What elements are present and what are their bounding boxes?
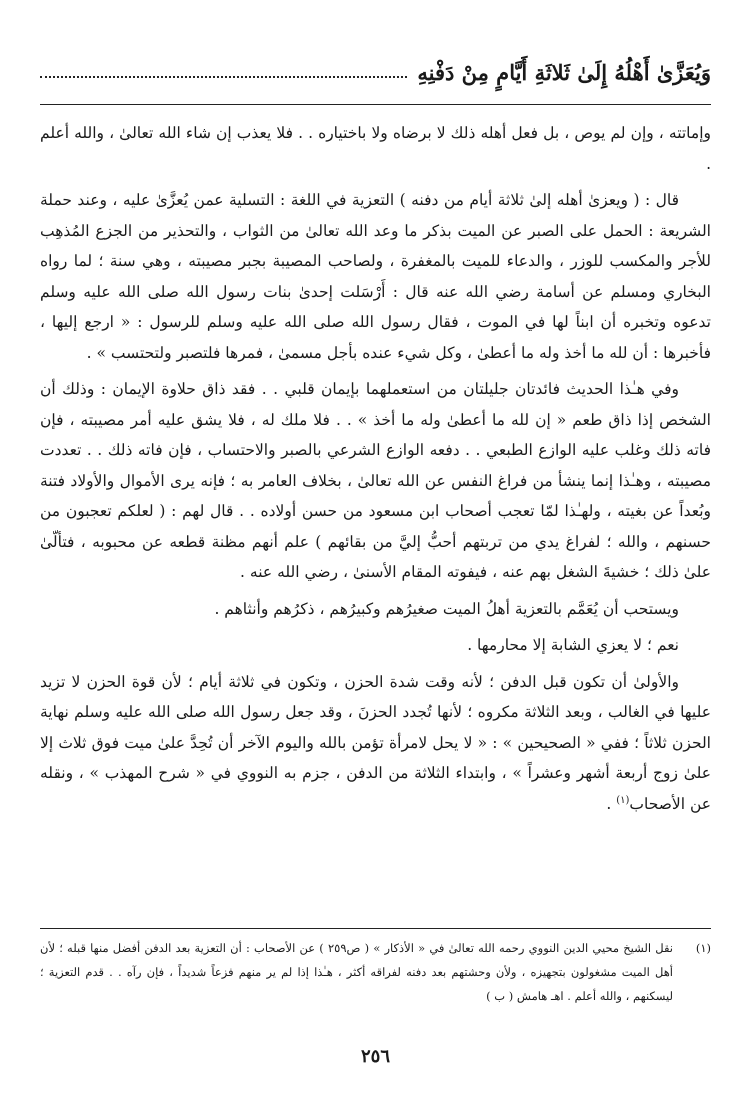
paragraph-6-tail: . [606, 794, 617, 813]
footnote-text: نقل الشيخ محيي الدين النووي رحمه الله تعالىٰ في « الأذكار » ( ص٢٥٩ ) عن الأصحاب : أن التعزية بعد الدفن أفضل منها قبله ؛ لأن أهل الميت مشغولون بتجهيزه ، ولأن وحشتهم بعد دفنه لفراقه أكثر ، هـٰذا إذا لم ير منهم فزعاً شديداً ، فإن رآه . . قدم التعزية ؛ ليسكنهم ، والله أعلم . اهـ هامش ( ب ) [40, 941, 673, 1003]
paragraph-6-text: والأولىٰ أن تكون قبل الدفن ؛ لأنه وقت شدة الحزن ، وتكون في ثلاثة أيام ؛ لأن قوة الحزن لا تزيد عليها في الغالب ، وبعد الثلاثة مكروه ؛ لأنها تُجدد الحزنَ ، وقد جعل رسول الله صلى الله عليه وسلم نهاية الحزن ثلاثاً ؛ ففي « الصحيحين » : « لا يحل لامرأة تؤمن بالله واليوم الآخر أن تُحِدَّ علىٰ ميت فوق ثلاث إلا علىٰ زوج أربعة أشهر وعشراً » ، وابتداء الثلاثة من الدفن ، جزم به النووي في « شرح المهذب » ، ونقله عن الأصحاب [40, 672, 711, 813]
paragraph-4: ويستحب أن يُعَمَّم بالتعزية أهلُ الميت صغيرُهم وكبيرُهم ، ذكرُهم وأنثاهم . [214, 599, 679, 618]
running-header-title: وَيُعَزَّىٰ أَهْلُهُ إِلَىٰ ثَلاثَةِ أَيَّامٍ مِنْ دَفْنِهِ [417, 59, 711, 85]
header-divider [40, 104, 711, 105]
running-header [40, 50, 711, 94]
footnote-marker: (١) [695, 941, 711, 955]
page-number: ٢٥٦ [360, 1046, 390, 1067]
paragraph-5: نعم ؛ لا يعزي الشابة إلا محارمها . [467, 636, 679, 654]
paragraph-1: وإماتته ، وإن لم يوص ، بل فعل أهله ذلك لا برضاه ولا باختياره . . فلا يعذب إن شاء الله تعالىٰ ، والله أعلم . [40, 124, 711, 173]
main-text [40, 118, 711, 825]
paragraph-2: قال : ( ويعزىٰ أهله إلىٰ ثلاثة أيام من دفنه ) التعزية في اللغة : التسلية عمن يُعزَّىٰ عليه ، وعند حملة الشريعة : الحمل على الصبر عن الميت بذكر ما وعد الله تعالىٰ من الثواب ، والتحذير من الجزع المُذهِب للأجر والمكسب للوزر ، والدعاء للميت بالمغفرة ، ولصاحب المصيبة بجبر مصيبته ، وهي سنة ؛ لما رواه البخاري ومسلم عن أسامة رضي الله عنه قال : أَرْسَلت إحدىٰ بنات رسول الله صلى الله عليه وسلم تدعوه وتخبره أن ابناً لها في الموت ، فقال رسول الله صلى الله عليه وسلم للرسول : « ارجع إليها ، فأخبرها : أن لله ما أخذ وله ما أعطىٰ ، وكل شيء عنده بأجل مسمىٰ ، فمرها فلتصبر ولتحتسب » . [40, 191, 711, 362]
paragraph-3: وفي هـٰذا الحديث فائدتان جليلتان من استعملهما بإيمان قلبي . . فقد ذاق حلاوة الإيمان : وذلك أن الشخص إذا ذاق طعم « إن لله ما أعطىٰ وله ما أخذ » . . فلا ملك له ، فلا يشق عليه أمر مصيبته ، فإن فاته ذلك وغلب عليه الوازع الطبعي . . دفعه الوازع الشرعي بالصبر والاحتساب ، فإن فاته ذلك . . تعددت مصيبته ، وهـٰذا إنما ينشأ من فراغ النفس عن الله تعالىٰ ، بخلاف العامر به ؛ فإنه يرى الأموال والأولاد فتنة وبُعداً عن بغيته ، ولهـٰذا لمّا تعجب أصحاب ابن مسعود من حسن أولاده . . قال لهم : ( لعلكم تعجبون من حسنهم ، والله ؛ لفراغ يدي من تربتهم أحبُّ إليَّ من بقائهم ) علم أنهم مظنة قطعه عن محبوبه ، فتألّىٰ علىٰ ذلك ؛ خشيةَ الشغل بهم عنه ، فيفوته المقام الأسنىٰ ، رضي الله عنه . [40, 380, 711, 581]
paragraph-6 [40, 667, 711, 820]
footnote-reference: (١) [616, 794, 630, 806]
header-dotted-leader [40, 76, 407, 78]
footnote [40, 936, 711, 1008]
footnote-divider [40, 928, 711, 929]
